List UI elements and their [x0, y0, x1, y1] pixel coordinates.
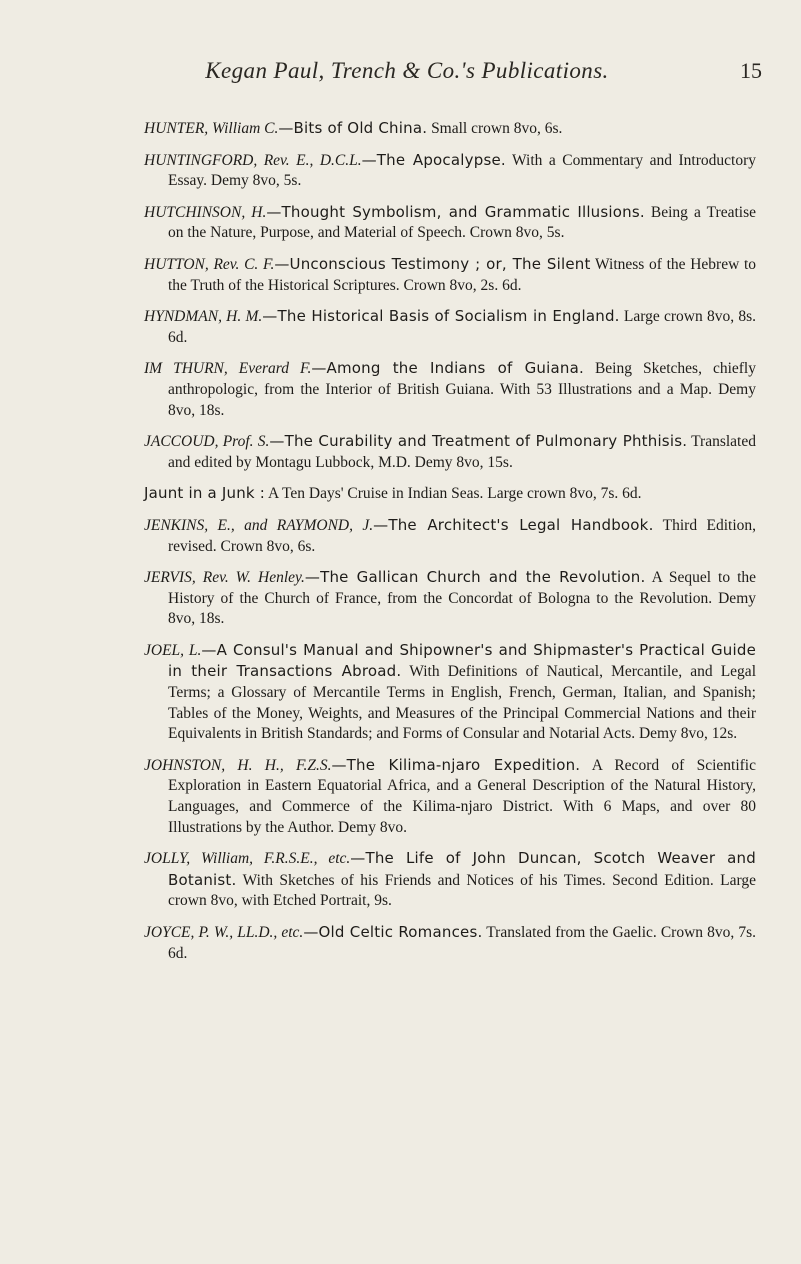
- entry-title: —The Apocalypse.: [361, 150, 506, 169]
- catalogue-entry: [144, 755, 756, 838]
- entry-title: —The Gallican Church and the Revolution.: [304, 568, 646, 587]
- entry-title: —The Architect's Legal Handbook.: [373, 515, 654, 534]
- entry-title: —The Kilima-njaro Expedition.: [331, 755, 581, 774]
- entry-description: Third Edition, revised. Crown 8vo, 6s.: [168, 516, 756, 555]
- catalogue-entry: [144, 567, 756, 630]
- entry-description: A Sequel to the History of the Church of France, from the Concordat of Bologna to the Revolution. Demy 8vo, 18s.: [168, 569, 757, 628]
- entry-author: JOEL, L.: [144, 641, 202, 659]
- entry-description: A Ten Days' Cruise in Indian Seas. Large crown 8vo, 7s. 6d.: [265, 485, 642, 503]
- entry-description: With Sketches of his Friends and Notices of his Times. Second Edition. Large crown 8vo, with Etched Portrait, 9s.: [168, 871, 756, 910]
- entry-description: Translated and edited by Montagu Lubbock, M.D. Demy 8vo, 15s.: [168, 433, 756, 471]
- catalogue-entry: [144, 254, 756, 296]
- entry-author: HYNDMAN, H. M.: [144, 308, 263, 326]
- entry-title: —Among the Indians of Guiana.: [311, 359, 584, 378]
- catalogue-entry: [144, 118, 756, 140]
- catalogue-entry: [144, 515, 756, 557]
- entry-title: —Old Celtic Romances.: [303, 923, 483, 941]
- entry-description: Being a Treatise on the Nature, Purpose, and Material of Speech. Crown 8vo, 5s.: [168, 203, 756, 242]
- catalogue-entry: [144, 483, 756, 505]
- entry-title: —Thought Symbolism, and Grammatic Illusions.: [266, 202, 645, 221]
- catalogue-entry: [144, 848, 756, 912]
- entry-author: HUTCHINSON, H.: [144, 203, 267, 221]
- entry-title: —A Consul's Manual and Shipowner's and Shipmaster's Practical Guide in their Transactions Abroad.: [168, 640, 756, 681]
- catalogue-entry: [144, 150, 756, 192]
- catalogue-entry: [144, 202, 756, 244]
- catalogue-entry: [144, 640, 756, 745]
- catalogue-entries: [144, 118, 756, 974]
- page-number: 15: [740, 58, 762, 83]
- entry-description: Large crown 8vo, 8s. 6d.: [168, 308, 757, 346]
- entry-author: IM THURN, Everard F.: [144, 360, 312, 378]
- entry-author: JACCOUD, Prof. S.: [144, 433, 270, 451]
- catalogue-entry: [144, 358, 756, 421]
- entry-description: With a Commentary and Introductory Essay. Demy 8vo, 5s.: [168, 151, 756, 190]
- entry-author: JENKINS, E., and RAYMOND, J.: [144, 516, 374, 534]
- entry-author: JOLLY, William, F.R.S.E., etc.: [144, 850, 351, 868]
- entry-author: HUNTINGFORD, Rev. E., D.C.L.: [144, 151, 362, 169]
- entry-author: JOHNSTON, H. H., F.Z.S.: [144, 756, 332, 774]
- entry-author: HUTTON, Rev. C. F.: [144, 255, 275, 273]
- entry-author: JERVIS, Rev. W. Henley.: [144, 569, 305, 587]
- entry-title: —The Life of John Duncan, Scotch Weaver and Botanist.: [168, 849, 756, 889]
- entry-description: A Record of Scientific Exploration in Eastern Equatorial Africa, and a General Description of the Natural History, Languages, and Commerce of the Kilima-njaro District. With 6 Maps, and over 80 Illustrations by the Author. Demy 8vo.: [168, 756, 756, 836]
- entry-description: Small crown 8vo, 6s.: [427, 120, 563, 137]
- entry-description: Being Sketches, chiefly anthropologic, from the Interior of British Guiana. With 53 Illustrations and a Map. Demy 8vo, 18s.: [168, 360, 756, 419]
- entry-author: JOYCE, P. W., LL.D., etc.: [144, 924, 304, 941]
- entry-title: —Unconscious Testimony ; or, The Silent: [274, 254, 591, 273]
- catalogue-entry: [144, 922, 756, 964]
- entry-title: Jaunt in a Junk :: [144, 484, 266, 503]
- entry-title: —Bits of Old China.: [278, 119, 428, 137]
- entry-author: HUNTER, William C.: [144, 120, 279, 137]
- catalogue-entry: [144, 431, 756, 473]
- entry-description: Translated from the Gaelic. Crown 8vo, 7s. 6d.: [168, 924, 756, 962]
- entry-title: —The Historical Basis of Socialism in England.: [262, 307, 620, 326]
- entry-description: Witness of the Hebrew to the Truth of the Historical Scriptures. Crown 8vo, 2s. 6d.: [168, 255, 757, 294]
- running-title: Kegan Paul, Trench & Co.'s Publications.: [205, 58, 609, 83]
- entry-title: —The Curability and Treatment of Pulmonary Phthisis.: [269, 432, 688, 451]
- page-header: [112, 58, 762, 92]
- catalogue-entry: [144, 306, 756, 348]
- entry-description: With Definitions of Nautical, Mercantile, and Legal Terms; a Glossary of Mercantile Terms in English, French, German, Italian, and Spanish; Tables of the Money, Weights, and Measures of the Principal Commercial Nations and their Equivalents in British Standards; and Forms of Consular and Notarial Acts. Demy 8vo, 12s.: [168, 663, 756, 743]
